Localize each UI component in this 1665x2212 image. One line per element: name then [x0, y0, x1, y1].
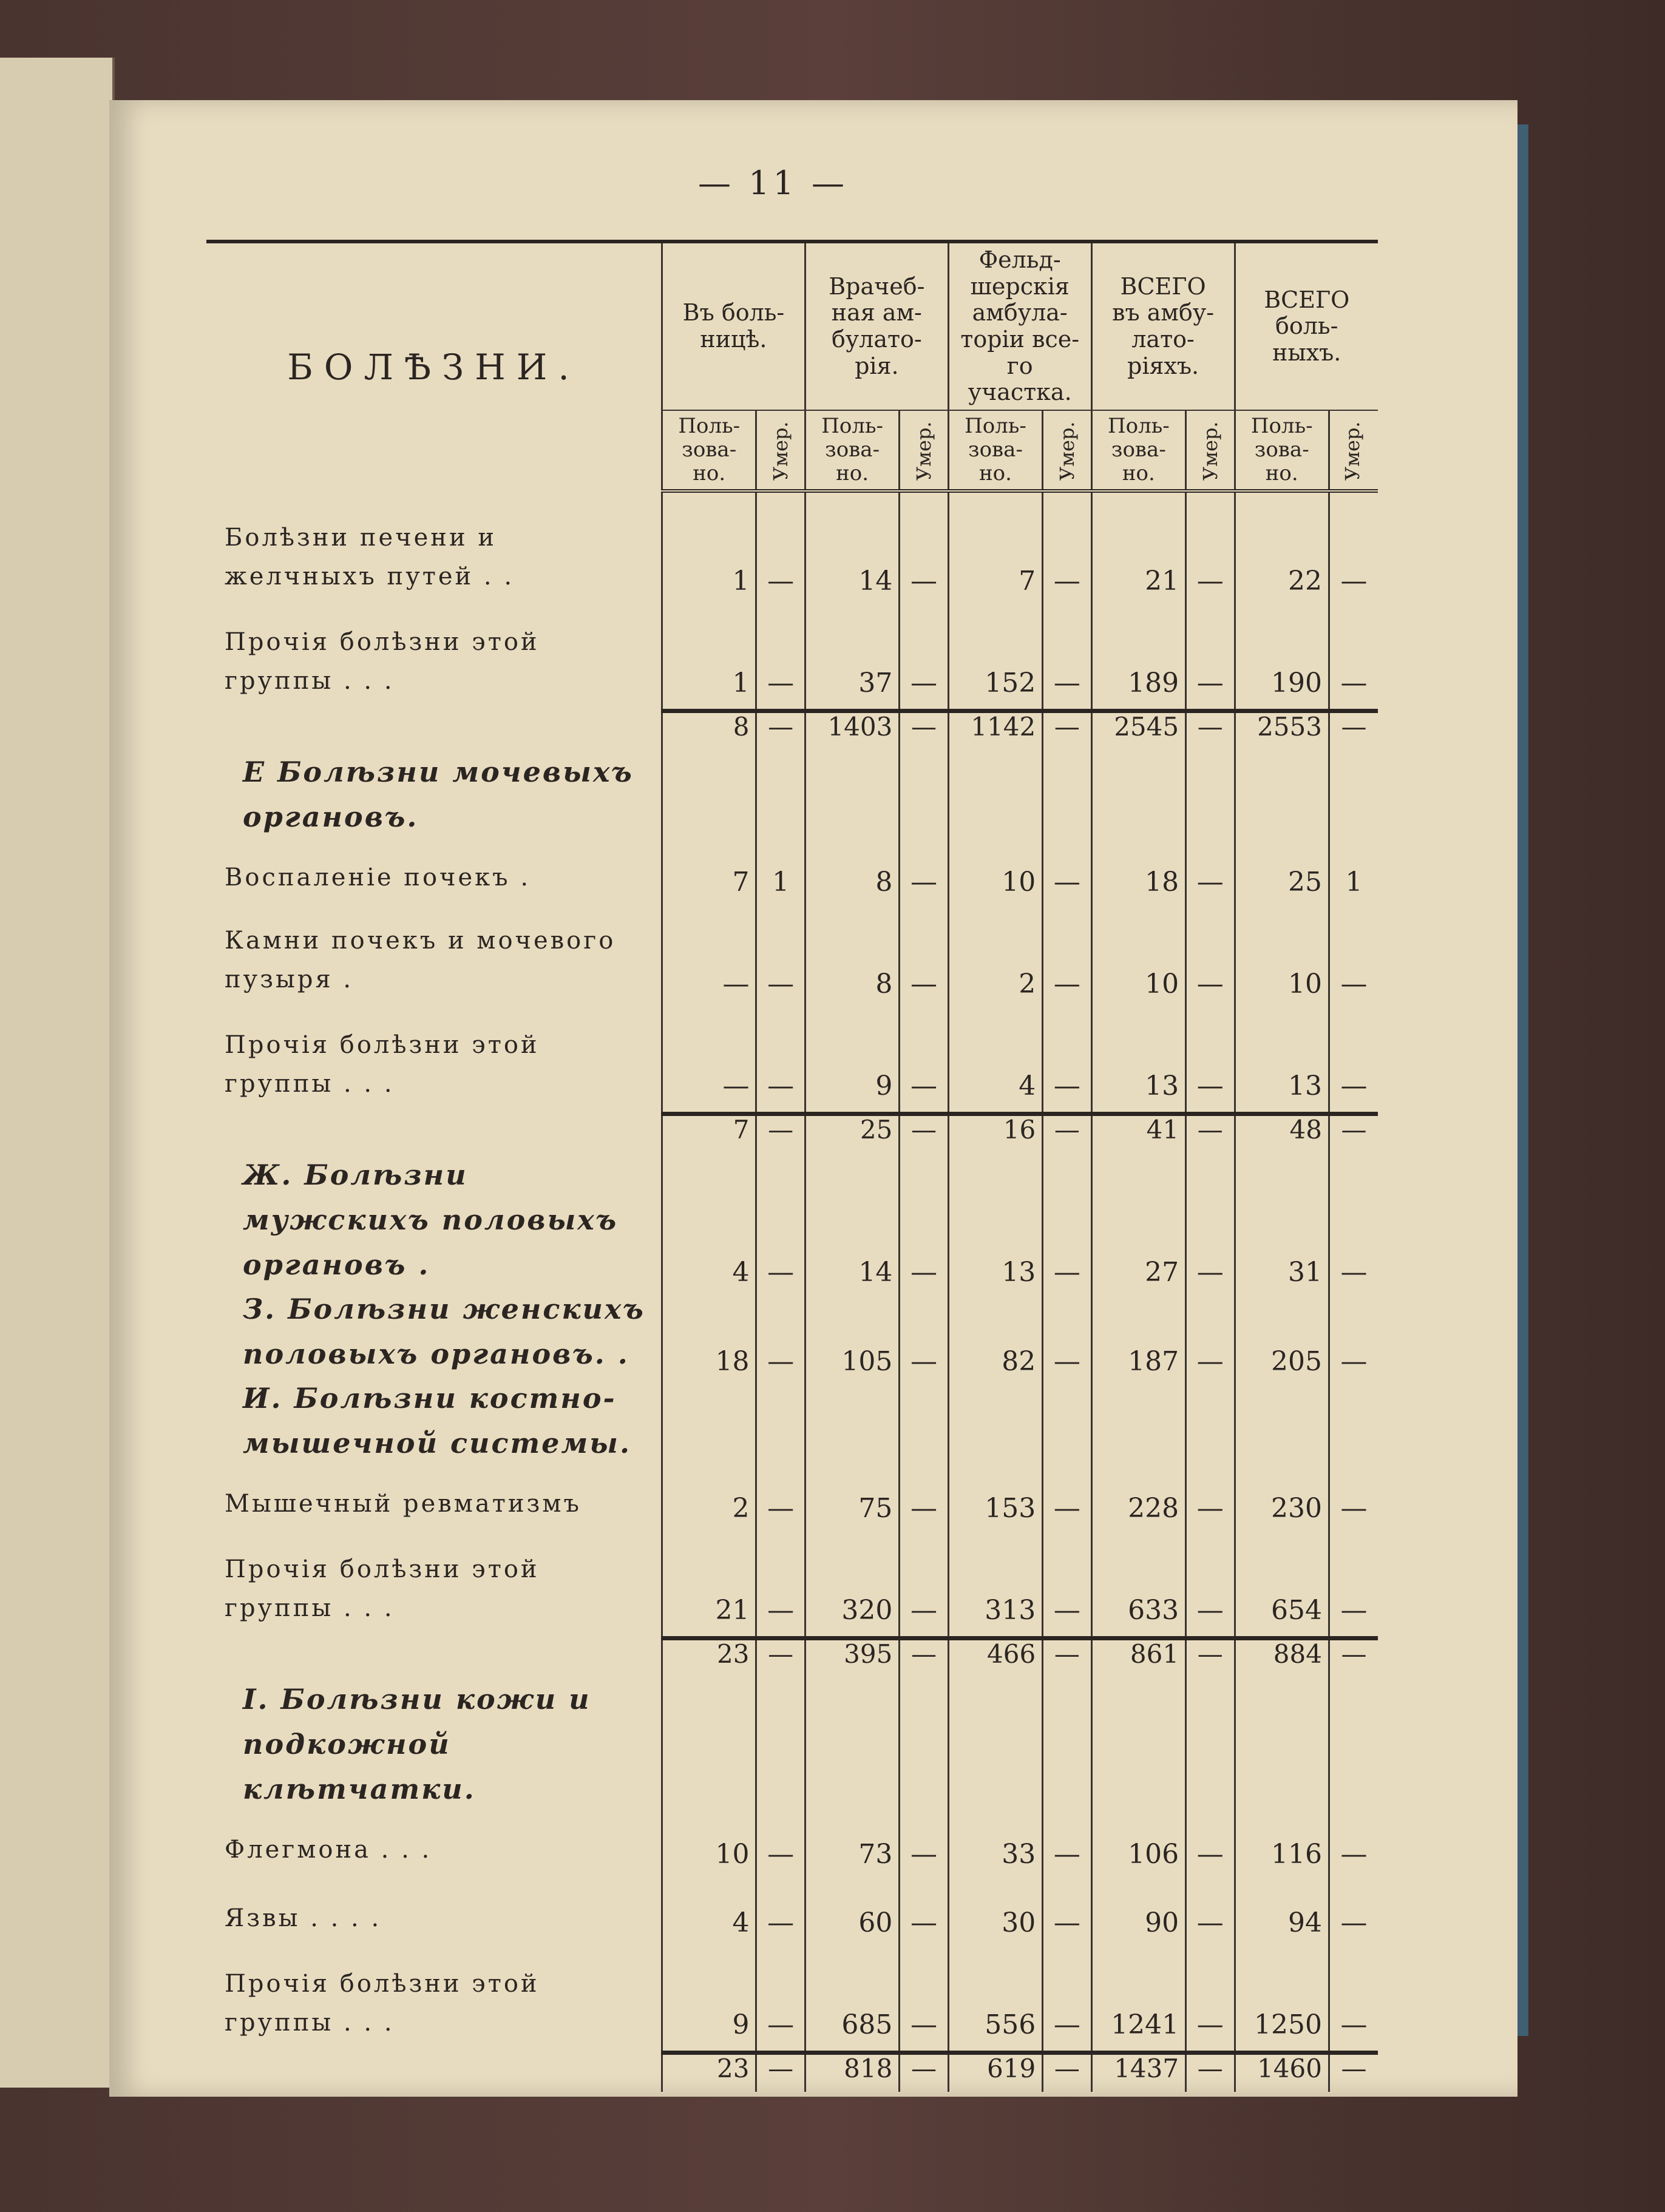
cell-used: 861 [1091, 1639, 1185, 1678]
cell-used: 152 [948, 607, 1042, 711]
cell-died: — [1329, 1287, 1378, 1376]
cell-died: — [900, 908, 948, 1010]
subheader-used: Поль- зова- но. [1235, 410, 1329, 491]
cell-used: 313 [948, 1534, 1042, 1639]
cell-used: 2 [948, 908, 1042, 1010]
cell-used: 25 [805, 1114, 899, 1154]
cell-died: — [1186, 1639, 1235, 1678]
cell-died: — [756, 1466, 805, 1534]
cell-used [948, 750, 1042, 839]
subheader-used: Поль- зова- но. [1091, 410, 1185, 491]
cell-died: — [756, 1811, 805, 1880]
cell-used: 116 [1235, 1811, 1329, 1880]
cell-died: — [756, 1153, 805, 1287]
cell-used: 27 [1091, 1153, 1185, 1287]
column-header-feldsher-ambulatory: Фельд- шерскія амбула- торіи все- го участка. [948, 242, 1091, 410]
cell-used [948, 1376, 1042, 1466]
cell-used: 685 [805, 1949, 899, 2053]
cell-used: 14 [805, 1153, 899, 1287]
table-row [206, 1880, 1378, 1949]
cell-died: — [1043, 1287, 1091, 1376]
cell-died: — [1186, 1287, 1235, 1376]
cell-died: — [1043, 839, 1091, 908]
disease-name: Мышечный ревматизмъ [225, 1490, 582, 1518]
subheader-used: Поль- зова- но. [948, 410, 1042, 491]
cell-used: 884 [1235, 1639, 1329, 1678]
cell-died [1329, 1376, 1378, 1466]
cell-died: — [1186, 607, 1235, 711]
subheader-used: Поль- зова- но. [662, 410, 756, 491]
cell-died [1186, 1677, 1235, 1811]
cell-used: 41 [1091, 1114, 1185, 1154]
cell-died: — [900, 1880, 948, 1949]
cell-died: — [1329, 607, 1378, 711]
cell-died: — [1043, 2053, 1091, 2092]
cell-used: 395 [805, 1639, 899, 1678]
cell-died: — [1043, 505, 1091, 607]
cell-died: — [756, 1534, 805, 1639]
disease-name: І. Болѣзни кожи и подкожной клѣтчатки. [243, 1683, 591, 1805]
cell-died: — [1043, 908, 1091, 1010]
cell-used: 7 [662, 839, 756, 908]
cell-died [756, 750, 805, 839]
cell-used: 10 [1091, 908, 1185, 1010]
cell-died [900, 1677, 948, 1811]
total-row [206, 1639, 1378, 1678]
cell-died: — [1329, 1010, 1378, 1114]
disease-name: Воспаленіе почекъ . [225, 864, 531, 892]
disease-name: И. Болѣзни костно-мышечной системы. [243, 1382, 631, 1459]
cell-used: 1 [662, 607, 756, 711]
disease-name: Флегмона . . . [225, 1836, 432, 1864]
cell-used [1091, 750, 1185, 839]
cell-died: — [756, 607, 805, 711]
cell-used: 187 [1091, 1287, 1185, 1376]
cell-died: 1 [756, 839, 805, 908]
table-row [206, 1466, 1378, 1534]
table-row [206, 1534, 1378, 1639]
subheader-used: Поль- зова- но. [805, 410, 899, 491]
cell-used: 48 [1235, 1114, 1329, 1154]
table-row [206, 1811, 1378, 1880]
cell-died: — [1043, 711, 1091, 751]
cell-used: 205 [1235, 1287, 1329, 1376]
cell-used: 2553 [1235, 711, 1329, 751]
cell-died: — [1186, 2053, 1235, 2092]
cell-died: — [1043, 1010, 1091, 1114]
cell-died: — [900, 1466, 948, 1534]
cell-used: 466 [948, 1639, 1042, 1678]
cell-died: — [1186, 1949, 1235, 2053]
cell-used: 10 [1235, 908, 1329, 1010]
cell-died: — [756, 1639, 805, 1678]
cell-died: — [756, 908, 805, 1010]
section-heading-row [206, 1287, 1378, 1376]
column-header-total-patients: ВСЕГО боль- ныхъ. [1235, 242, 1378, 410]
cell-died: — [900, 2053, 948, 2092]
table-row [206, 505, 1378, 607]
cell-died [756, 1677, 805, 1811]
cell-died: — [1329, 505, 1378, 607]
cell-used [805, 1376, 899, 1466]
cell-died [1186, 1376, 1235, 1466]
cell-died: — [1329, 2053, 1378, 2092]
cell-died: — [900, 505, 948, 607]
cell-died: — [1186, 711, 1235, 751]
cell-used: 2 [662, 1466, 756, 1534]
cell-died [1043, 1677, 1091, 1811]
cell-used: 90 [1091, 1880, 1185, 1949]
cell-used: 1403 [805, 711, 899, 751]
subheader-died: Умер. [1329, 410, 1378, 491]
total-row [206, 1114, 1378, 1154]
cell-used: 818 [805, 2053, 899, 2092]
column-header-diseases: БОЛѢЗНИ. [206, 242, 662, 491]
cell-used: 13 [1235, 1010, 1329, 1114]
disease-name: З. Болѣзни женскихъ половыхъ органовъ. . [243, 1293, 645, 1370]
cell-died: — [1329, 1880, 1378, 1949]
disease-name: Прочія болѣзни этой группы . . . [225, 1969, 540, 2037]
column-header-doctor-ambulatory: Врачеб- ная ам- булато- рія. [805, 242, 948, 410]
disease-name: Е Болѣзни мочевыхъ органовъ. [243, 756, 634, 833]
cell-used: 2545 [1091, 711, 1185, 751]
column-header-total-ambulatory: ВСЕГО въ амбу- лато- ріяхъ. [1091, 242, 1235, 410]
cell-used: 23 [662, 2053, 756, 2092]
cell-used: 556 [948, 1949, 1042, 2053]
cell-used [662, 750, 756, 839]
cell-died [1186, 750, 1235, 839]
cell-died: — [1043, 1811, 1091, 1880]
page-edge [1517, 124, 1528, 2036]
cell-used: 105 [805, 1287, 899, 1376]
cell-used: 153 [948, 1466, 1042, 1534]
disease-name: Прочія болѣзни этой группы . . . [225, 627, 540, 695]
cell-died: — [900, 1010, 948, 1114]
cell-used [1235, 1376, 1329, 1466]
cell-died: — [1329, 1949, 1378, 2053]
cell-used: 228 [1091, 1466, 1185, 1534]
cell-used: 190 [1235, 607, 1329, 711]
cell-died: — [1043, 1466, 1091, 1534]
cell-died: — [900, 1114, 948, 1154]
cell-died: — [1043, 1880, 1091, 1949]
table-row [206, 1010, 1378, 1114]
table-row [206, 1949, 1378, 2053]
cell-died: — [1043, 1153, 1091, 1287]
cell-died: — [1186, 839, 1235, 908]
cell-used [662, 1376, 756, 1466]
cell-died: — [1186, 908, 1235, 1010]
cell-died [900, 750, 948, 839]
cell-used: 4 [948, 1010, 1042, 1114]
section-heading-row [206, 1376, 1378, 1466]
section-heading-row [206, 750, 1378, 839]
cell-died [1329, 1677, 1378, 1811]
cell-used [948, 1677, 1042, 1811]
disease-name: Болѣзни печени и желчныхъ путей . . [225, 524, 515, 591]
cell-died: — [756, 711, 805, 751]
subheader-died: Умер. [756, 410, 805, 491]
disease-name [206, 1639, 662, 1678]
cell-died [1043, 750, 1091, 839]
cell-died: — [1329, 1114, 1378, 1154]
cell-used: 21 [662, 1534, 756, 1639]
cell-used: 106 [1091, 1811, 1185, 1880]
cell-used [662, 1677, 756, 1811]
cell-used: 13 [948, 1153, 1042, 1287]
cell-used: 8 [805, 908, 899, 1010]
cell-died: — [900, 1811, 948, 1880]
subheader-died: Умер. [900, 410, 948, 491]
cell-died: — [1186, 1010, 1235, 1114]
cell-died: — [1186, 1534, 1235, 1639]
cell-used: 14 [805, 505, 899, 607]
cell-died: — [756, 505, 805, 607]
cell-used: 21 [1091, 505, 1185, 607]
cell-used: 4 [662, 1880, 756, 1949]
cell-used: 23 [662, 1639, 756, 1678]
cell-used: 37 [805, 607, 899, 711]
section-heading-row [206, 1153, 1378, 1287]
cell-used: 1 [662, 505, 756, 607]
cell-used [1235, 1677, 1329, 1811]
cell-used: 7 [948, 505, 1042, 607]
cell-died: — [1329, 908, 1378, 1010]
cell-used [1091, 1376, 1185, 1466]
cell-used: 73 [805, 1811, 899, 1880]
cell-used: 1241 [1091, 1949, 1185, 2053]
cell-died: — [900, 1949, 948, 2053]
cell-used: 9 [662, 1949, 756, 2053]
cell-used [805, 1677, 899, 1811]
table-body [206, 491, 1378, 2092]
cell-died: — [1186, 1466, 1235, 1534]
cell-died: — [900, 1153, 948, 1287]
cell-died: — [900, 839, 948, 908]
cell-died: — [1329, 1466, 1378, 1534]
cell-died: — [756, 1949, 805, 2053]
page-number: — 11 — [698, 164, 849, 202]
cell-died: — [1186, 1880, 1235, 1949]
cell-used: 633 [1091, 1534, 1185, 1639]
cell-died [1329, 750, 1378, 839]
total-row [206, 711, 1378, 751]
cell-died: — [1186, 1114, 1235, 1154]
cell-used: 230 [1235, 1466, 1329, 1534]
disease-name [206, 711, 662, 751]
cell-used: 16 [948, 1114, 1042, 1154]
cell-died: — [900, 711, 948, 751]
cell-used: 13 [1091, 1010, 1185, 1114]
cell-died: — [1043, 607, 1091, 711]
disease-statistics-table [206, 240, 1378, 2092]
cell-died: — [756, 1287, 805, 1376]
cell-died: — [900, 1534, 948, 1639]
cell-used: 30 [948, 1880, 1042, 1949]
table-row [206, 607, 1378, 711]
cell-used: 9 [805, 1010, 899, 1114]
disease-name: Прочія болѣзни этой группы . . . [225, 1555, 540, 1622]
cell-used: 7 [662, 1114, 756, 1154]
cell-died: — [1186, 1811, 1235, 1880]
cell-used: — [662, 908, 756, 1010]
cell-died: — [1329, 1811, 1378, 1880]
section-heading-row [206, 1677, 1378, 1811]
cell-died: — [1329, 1639, 1378, 1678]
cell-used [1091, 1677, 1185, 1811]
disease-name [206, 2053, 662, 2092]
subheader-died: Умер. [1186, 410, 1235, 491]
cell-died: — [1043, 1534, 1091, 1639]
cell-used: 25 [1235, 839, 1329, 908]
cell-died: — [1043, 1114, 1091, 1154]
cell-died: 1 [1329, 839, 1378, 908]
cell-died: — [900, 607, 948, 711]
cell-used: 1460 [1235, 2053, 1329, 2092]
cell-died: — [900, 1639, 948, 1678]
cell-used [1235, 750, 1329, 839]
cell-used: 94 [1235, 1880, 1329, 1949]
cell-used: 4 [662, 1153, 756, 1287]
cell-used: 189 [1091, 607, 1185, 711]
cell-used: 8 [662, 711, 756, 751]
cell-died [900, 1376, 948, 1466]
cell-died: — [1186, 1153, 1235, 1287]
table-row [206, 908, 1378, 1010]
cell-died [1043, 1376, 1091, 1466]
disease-name: Ж. Болѣзни мужскихъ половыхъ органовъ . [243, 1158, 619, 1281]
cell-used: 75 [805, 1466, 899, 1534]
cell-used: 654 [1235, 1534, 1329, 1639]
cell-died: — [1186, 505, 1235, 607]
cell-died: — [1043, 1949, 1091, 2053]
cell-used: 60 [805, 1880, 899, 1949]
cell-died: — [756, 1880, 805, 1949]
cell-used: 33 [948, 1811, 1042, 1880]
total-row [206, 2053, 1378, 2092]
disease-name: Камни почекъ и мочевого пузыря . [225, 927, 616, 994]
cell-died: — [756, 1010, 805, 1114]
cell-used: 18 [662, 1287, 756, 1376]
cell-used: 10 [662, 1811, 756, 1880]
column-header-hospital: Въ боль- ницѣ. [662, 242, 805, 410]
cell-used: — [662, 1010, 756, 1114]
disease-name [206, 1114, 662, 1154]
cell-died: — [1043, 1639, 1091, 1678]
cell-used: 82 [948, 1287, 1042, 1376]
table-row [206, 839, 1378, 908]
subheader-died: Умер. [1043, 410, 1091, 491]
cell-died: — [756, 2053, 805, 2092]
cell-used: 1142 [948, 711, 1042, 751]
cell-used: 619 [948, 2053, 1042, 2092]
cell-used [805, 750, 899, 839]
cell-used: 18 [1091, 839, 1185, 908]
cell-used: 320 [805, 1534, 899, 1639]
cell-died: — [1329, 711, 1378, 751]
cell-used: 8 [805, 839, 899, 908]
cell-used: 10 [948, 839, 1042, 908]
cell-used: 1250 [1235, 1949, 1329, 2053]
previous-page-edge [0, 58, 115, 2088]
cell-died [756, 1376, 805, 1466]
cell-died: — [1329, 1153, 1378, 1287]
cell-died: — [756, 1114, 805, 1154]
cell-died: — [900, 1287, 948, 1376]
disease-name: Прочія болѣзни этой группы . . . [225, 1030, 540, 1098]
cell-used: 1437 [1091, 2053, 1185, 2092]
cell-used: 22 [1235, 505, 1329, 607]
cell-died: — [1329, 1534, 1378, 1639]
disease-name: Язвы . . . . [225, 1904, 382, 1933]
cell-used: 31 [1235, 1153, 1329, 1287]
